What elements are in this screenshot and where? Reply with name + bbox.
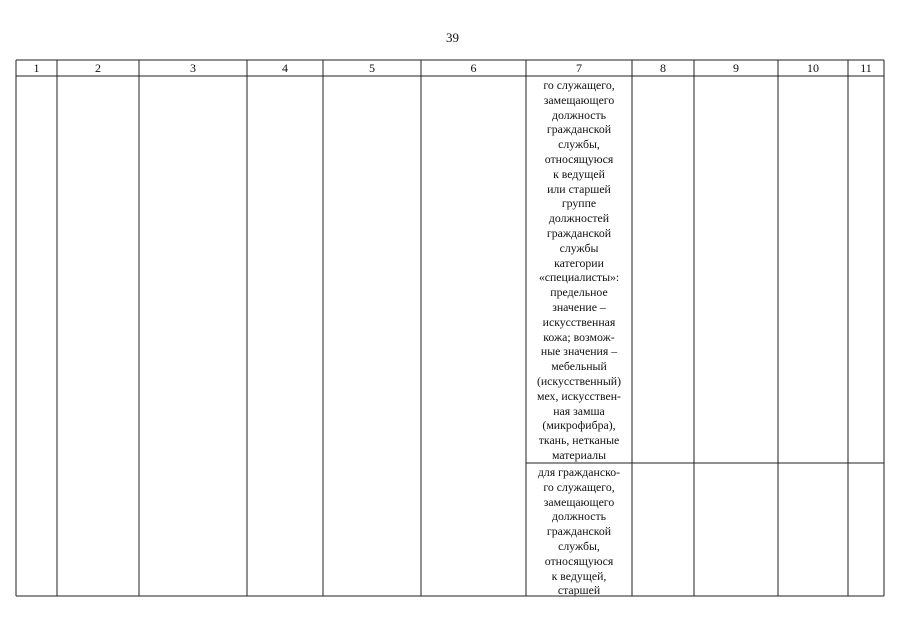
header-cell-7: 7 xyxy=(576,61,582,75)
header-cell-5: 5 xyxy=(369,61,375,75)
header-cell-1: 1 xyxy=(33,61,40,75)
header-cell-10: 10 xyxy=(807,61,819,75)
header-cell-4: 4 xyxy=(282,61,288,75)
table-cell-col7-row1: го служащего, замещающего должность гражданской службы, относящуюся к ведущей или старшей группе должностей гражданской службы категории «специалисты»: предельное значение – искусственная кожа; возмож- ные значения – мебельный (искусственный) мех, искусствен- ная замша (микрофибра), ткань, нетканые материалы xyxy=(536,78,622,462)
table-cell-col7-row2: для гражданско- го служащего, замещающего должность гражданской службы, относящуюся к ведущей, старшей xyxy=(537,465,621,598)
header-cell-9: 9 xyxy=(733,61,739,75)
header-cell-3: 3 xyxy=(190,61,196,75)
header-cell-6: 6 xyxy=(470,61,477,75)
header-cell-11: 11 xyxy=(860,61,872,75)
header-cell-8: 8 xyxy=(660,61,666,75)
page-number: 39 xyxy=(446,30,459,45)
header-cell-2: 2 xyxy=(95,61,101,75)
